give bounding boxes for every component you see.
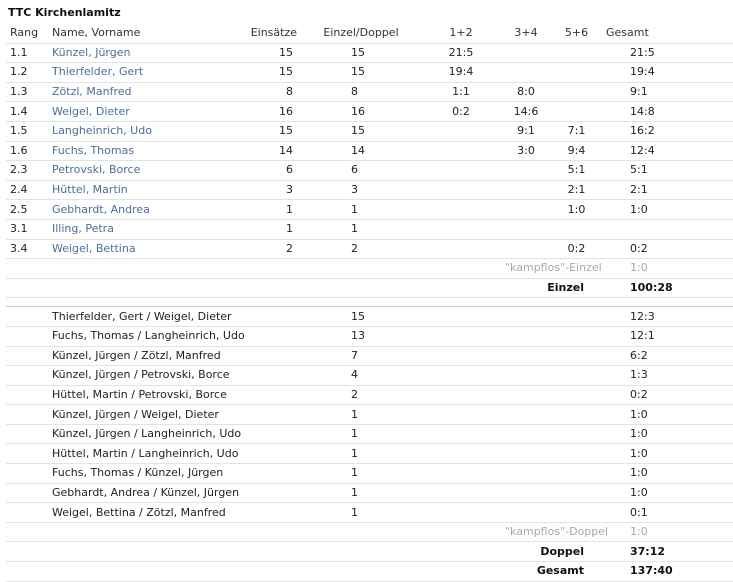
- player-name-link[interactable]: Weigel, Bettina: [48, 239, 198, 259]
- empty-cell: [421, 385, 602, 405]
- player-name-link[interactable]: Petrovski, Borce: [48, 161, 198, 181]
- pos-5-6-cell: [551, 43, 602, 63]
- doppel-total-value: 37:12: [602, 542, 733, 562]
- empty-cell: [6, 366, 48, 386]
- pos-3-4-cell: 3:0: [501, 141, 551, 161]
- double-count-cell: 1: [301, 464, 421, 484]
- gesamt-cell: 14:8: [602, 102, 733, 122]
- pos-1-2-cell: 19:4: [421, 63, 501, 83]
- pos-5-6-cell: 1:0: [551, 200, 602, 220]
- rang-cell: 3.4: [6, 239, 48, 259]
- gesamt-total-label: Gesamt: [501, 562, 602, 582]
- double-result-cell: 1:0: [602, 405, 733, 425]
- player-row: [6, 63, 733, 83]
- pos-5-6-cell: 0:2: [551, 239, 602, 259]
- footer-cutoff: [40, 552, 120, 560]
- double-result-cell: 12:1: [602, 326, 733, 346]
- player-name-link[interactable]: Fuchs, Thomas: [48, 141, 198, 161]
- einzel-doppel-cell: 6: [301, 161, 421, 181]
- double-pair-name: Hüttel, Martin / Langheinrich, Udo: [48, 444, 301, 464]
- empty-cell: [421, 464, 602, 484]
- pos-3-4-cell: [501, 200, 551, 220]
- double-pair-name: Hüttel, Martin / Petrovski, Borce: [48, 385, 301, 405]
- pos-5-6-cell: 5:1: [551, 161, 602, 181]
- double-row: [6, 326, 733, 346]
- double-row: [6, 346, 733, 366]
- gesamt-cell: 0:2: [602, 239, 733, 259]
- pos-3-4-cell: [501, 239, 551, 259]
- gesamt-cell: 16:2: [602, 121, 733, 141]
- double-count-cell: 1: [301, 424, 421, 444]
- empty-cell: [6, 424, 48, 444]
- rang-cell: 1.5: [6, 121, 48, 141]
- player-name-link[interactable]: Langheinrich, Udo: [48, 121, 198, 141]
- rang-cell: 1.3: [6, 82, 48, 102]
- double-result-cell: 1:0: [602, 464, 733, 484]
- double-count-cell: 1: [301, 503, 421, 523]
- einzel-doppel-cell: 15: [301, 63, 421, 83]
- player-name-link[interactable]: Weigel, Dieter: [48, 102, 198, 122]
- empty-cell: [421, 307, 602, 327]
- double-result-cell: 12:3: [602, 307, 733, 327]
- empty-cell: [6, 562, 501, 582]
- double-pair-name: Thierfelder, Gert / Weigel, Dieter: [48, 307, 301, 327]
- player-stats-table: [6, 24, 733, 582]
- einzel-doppel-cell: 15: [301, 121, 421, 141]
- einzel-total-label: Einzel: [501, 278, 602, 298]
- double-result-cell: 1:3: [602, 366, 733, 386]
- col-rang: Rang: [6, 24, 48, 43]
- rang-cell: 2.3: [6, 161, 48, 181]
- pos-3-4-cell: [501, 161, 551, 181]
- pos-1-2-cell: 0:2: [421, 102, 501, 122]
- double-result-cell: 0:2: [602, 385, 733, 405]
- empty-cell: [421, 346, 602, 366]
- empty-cell: [421, 326, 602, 346]
- double-pair-name: Gebhardt, Andrea / Künzel, Jürgen: [48, 483, 301, 503]
- einsaetze-cell: 15: [198, 43, 301, 63]
- gesamt-total: [6, 562, 733, 582]
- player-row: [6, 219, 733, 239]
- rang-cell: 1.2: [6, 63, 48, 83]
- empty-cell: [6, 464, 48, 484]
- double-count-cell: 1: [301, 444, 421, 464]
- player-row: [6, 43, 733, 63]
- pos-5-6-cell: [551, 82, 602, 102]
- double-pair-name: Künzel, Jürgen / Weigel, Dieter: [48, 405, 301, 425]
- empty-cell: [6, 503, 48, 523]
- pos-1-2-cell: [421, 121, 501, 141]
- gesamt-cell: 12:4: [602, 141, 733, 161]
- pos-5-6-cell: [551, 63, 602, 83]
- gesamt-cell: 1:0: [602, 200, 733, 220]
- pos-5-6-cell: 7:1: [551, 121, 602, 141]
- einsaetze-cell: 3: [198, 180, 301, 200]
- empty-cell: [421, 503, 602, 523]
- double-pair-name: Künzel, Jürgen / Petrovski, Borce: [48, 366, 301, 386]
- gesamt-total-value: 137:40: [602, 562, 733, 582]
- table-header: [6, 24, 733, 43]
- double-result-cell: 1:0: [602, 424, 733, 444]
- double-count-cell: 15: [301, 307, 421, 327]
- section-divider: [6, 298, 733, 307]
- double-pair-name: Weigel, Bettina / Zötzl, Manfred: [48, 503, 301, 523]
- double-pair-name: Künzel, Jürgen / Langheinrich, Udo: [48, 424, 301, 444]
- einzel-doppel-cell: 3: [301, 180, 421, 200]
- einzel-doppel-cell: 14: [301, 141, 421, 161]
- pos-3-4-cell: [501, 63, 551, 83]
- einzel-doppel-cell: 2: [301, 239, 421, 259]
- empty-cell: [6, 346, 48, 366]
- double-row: [6, 405, 733, 425]
- empty-cell: [6, 326, 48, 346]
- pos-3-4-cell: [501, 219, 551, 239]
- pos-1-2-cell: 21:5: [421, 43, 501, 63]
- doppel-total-label: Doppel: [501, 542, 602, 562]
- empty-cell: [6, 259, 501, 279]
- einsaetze-cell: 2: [198, 239, 301, 259]
- col-name: Name, Vorname: [48, 24, 198, 43]
- player-name-link[interactable]: Künzel, Jürgen: [48, 43, 198, 63]
- gesamt-cell: 19:4: [602, 63, 733, 83]
- empty-cell: [421, 424, 602, 444]
- einsaetze-cell: 8: [198, 82, 301, 102]
- einsaetze-cell: 15: [198, 121, 301, 141]
- pos-1-2-cell: [421, 141, 501, 161]
- empty-cell: [6, 483, 48, 503]
- col-5-6: 5+6: [551, 24, 602, 43]
- empty-cell: [421, 366, 602, 386]
- double-result-cell: 0:1: [602, 503, 733, 523]
- double-row: [6, 483, 733, 503]
- double-pair-name: Künzel, Jürgen / Zötzl, Manfred: [48, 346, 301, 366]
- einzel-kampflos-value: 1:0: [602, 259, 733, 279]
- pos-1-2-cell: [421, 200, 501, 220]
- einzel-doppel-cell: 15: [301, 43, 421, 63]
- player-row: [6, 239, 733, 259]
- player-name-link[interactable]: Illing, Petra: [48, 219, 198, 239]
- player-row: [6, 141, 733, 161]
- einsaetze-cell: 14: [198, 141, 301, 161]
- einzel-total: [6, 278, 733, 298]
- einzel-doppel-cell: 16: [301, 102, 421, 122]
- col-gesamt: Gesamt: [602, 24, 733, 43]
- double-row: [6, 307, 733, 327]
- player-row: [6, 102, 733, 122]
- double-row: [6, 366, 733, 386]
- double-row: [6, 444, 733, 464]
- einzel-doppel-cell: 1: [301, 200, 421, 220]
- player-name-link[interactable]: Zötzl, Manfred: [48, 82, 198, 102]
- empty-cell: [6, 307, 48, 327]
- double-pair-name: Fuchs, Thomas / Künzel, Jürgen: [48, 464, 301, 484]
- empty-cell: [6, 385, 48, 405]
- empty-cell: [6, 278, 501, 298]
- player-row: [6, 82, 733, 102]
- einzel-kampflos-label: "kampflos"-Einzel: [501, 259, 602, 279]
- player-name-link[interactable]: Gebhardt, Andrea: [48, 200, 198, 220]
- einsaetze-cell: 15: [198, 63, 301, 83]
- double-result-cell: 1:0: [602, 483, 733, 503]
- einsaetze-cell: 1: [198, 200, 301, 220]
- player-row: [6, 180, 733, 200]
- einsaetze-cell: 16: [198, 102, 301, 122]
- empty-cell: [6, 405, 48, 425]
- rang-cell: 1.1: [6, 43, 48, 63]
- empty-cell: [421, 444, 602, 464]
- pos-5-6-cell: 2:1: [551, 180, 602, 200]
- empty-cell: [421, 405, 602, 425]
- pos-5-6-cell: [551, 219, 602, 239]
- col-einzel-doppel: Einzel/Doppel: [301, 24, 421, 43]
- einzel-doppel-cell: 8: [301, 82, 421, 102]
- col-3-4: 3+4: [501, 24, 551, 43]
- double-pair-name: Fuchs, Thomas / Langheinrich, Udo: [48, 326, 301, 346]
- double-result-cell: 6:2: [602, 346, 733, 366]
- double-row: [6, 503, 733, 523]
- pos-3-4-cell: 14:6: [501, 102, 551, 122]
- doppel-kampflos-label: "kampflos"-Doppel: [501, 522, 602, 542]
- pos-1-2-cell: [421, 219, 501, 239]
- gesamt-cell: 5:1: [602, 161, 733, 181]
- team-title: TTC Kirchenlamitz: [8, 6, 121, 19]
- player-name-link[interactable]: Thierfelder, Gert: [48, 63, 198, 83]
- player-row: [6, 161, 733, 181]
- gesamt-cell: 9:1: [602, 82, 733, 102]
- player-row: [6, 200, 733, 220]
- pos-1-2-cell: [421, 161, 501, 181]
- empty-cell: [6, 444, 48, 464]
- pos-3-4-cell: 9:1: [501, 121, 551, 141]
- pos-3-4-cell: [501, 180, 551, 200]
- col-1-2: 1+2: [421, 24, 501, 43]
- doppel-kampflos: [6, 522, 733, 542]
- rang-cell: 1.6: [6, 141, 48, 161]
- einzel-doppel-cell: 1: [301, 219, 421, 239]
- rang-cell: 3.1: [6, 219, 48, 239]
- doppel-kampflos-value: 1:0: [602, 522, 733, 542]
- pos-5-6-cell: 9:4: [551, 141, 602, 161]
- gesamt-cell: 21:5: [602, 43, 733, 63]
- empty-cell: [6, 522, 501, 542]
- double-result-cell: 1:0: [602, 444, 733, 464]
- double-row: [6, 385, 733, 405]
- gesamt-cell: 2:1: [602, 180, 733, 200]
- einzel-total-value: 100:28: [602, 278, 733, 298]
- divider-cell: [6, 298, 733, 307]
- double-count-cell: 13: [301, 326, 421, 346]
- double-row: [6, 424, 733, 444]
- pos-1-2-cell: [421, 239, 501, 259]
- player-name-link[interactable]: Hüttel, Martin: [48, 180, 198, 200]
- pos-3-4-cell: 8:0: [501, 82, 551, 102]
- double-count-cell: 4: [301, 366, 421, 386]
- gesamt-cell: [602, 219, 733, 239]
- pos-5-6-cell: [551, 102, 602, 122]
- double-count-cell: 1: [301, 483, 421, 503]
- player-row: [6, 121, 733, 141]
- double-row: [6, 464, 733, 484]
- einsaetze-cell: 6: [198, 161, 301, 181]
- col-einsaetze: Einsätze: [198, 24, 301, 43]
- pos-1-2-cell: [421, 180, 501, 200]
- double-count-cell: 1: [301, 405, 421, 425]
- rang-cell: 2.4: [6, 180, 48, 200]
- rang-cell: 2.5: [6, 200, 48, 220]
- rang-cell: 1.4: [6, 102, 48, 122]
- einzel-kampflos: [6, 259, 733, 279]
- pos-1-2-cell: 1:1: [421, 82, 501, 102]
- double-count-cell: 2: [301, 385, 421, 405]
- pos-3-4-cell: [501, 43, 551, 63]
- double-count-cell: 7: [301, 346, 421, 366]
- empty-cell: [421, 483, 602, 503]
- einsaetze-cell: 1: [198, 219, 301, 239]
